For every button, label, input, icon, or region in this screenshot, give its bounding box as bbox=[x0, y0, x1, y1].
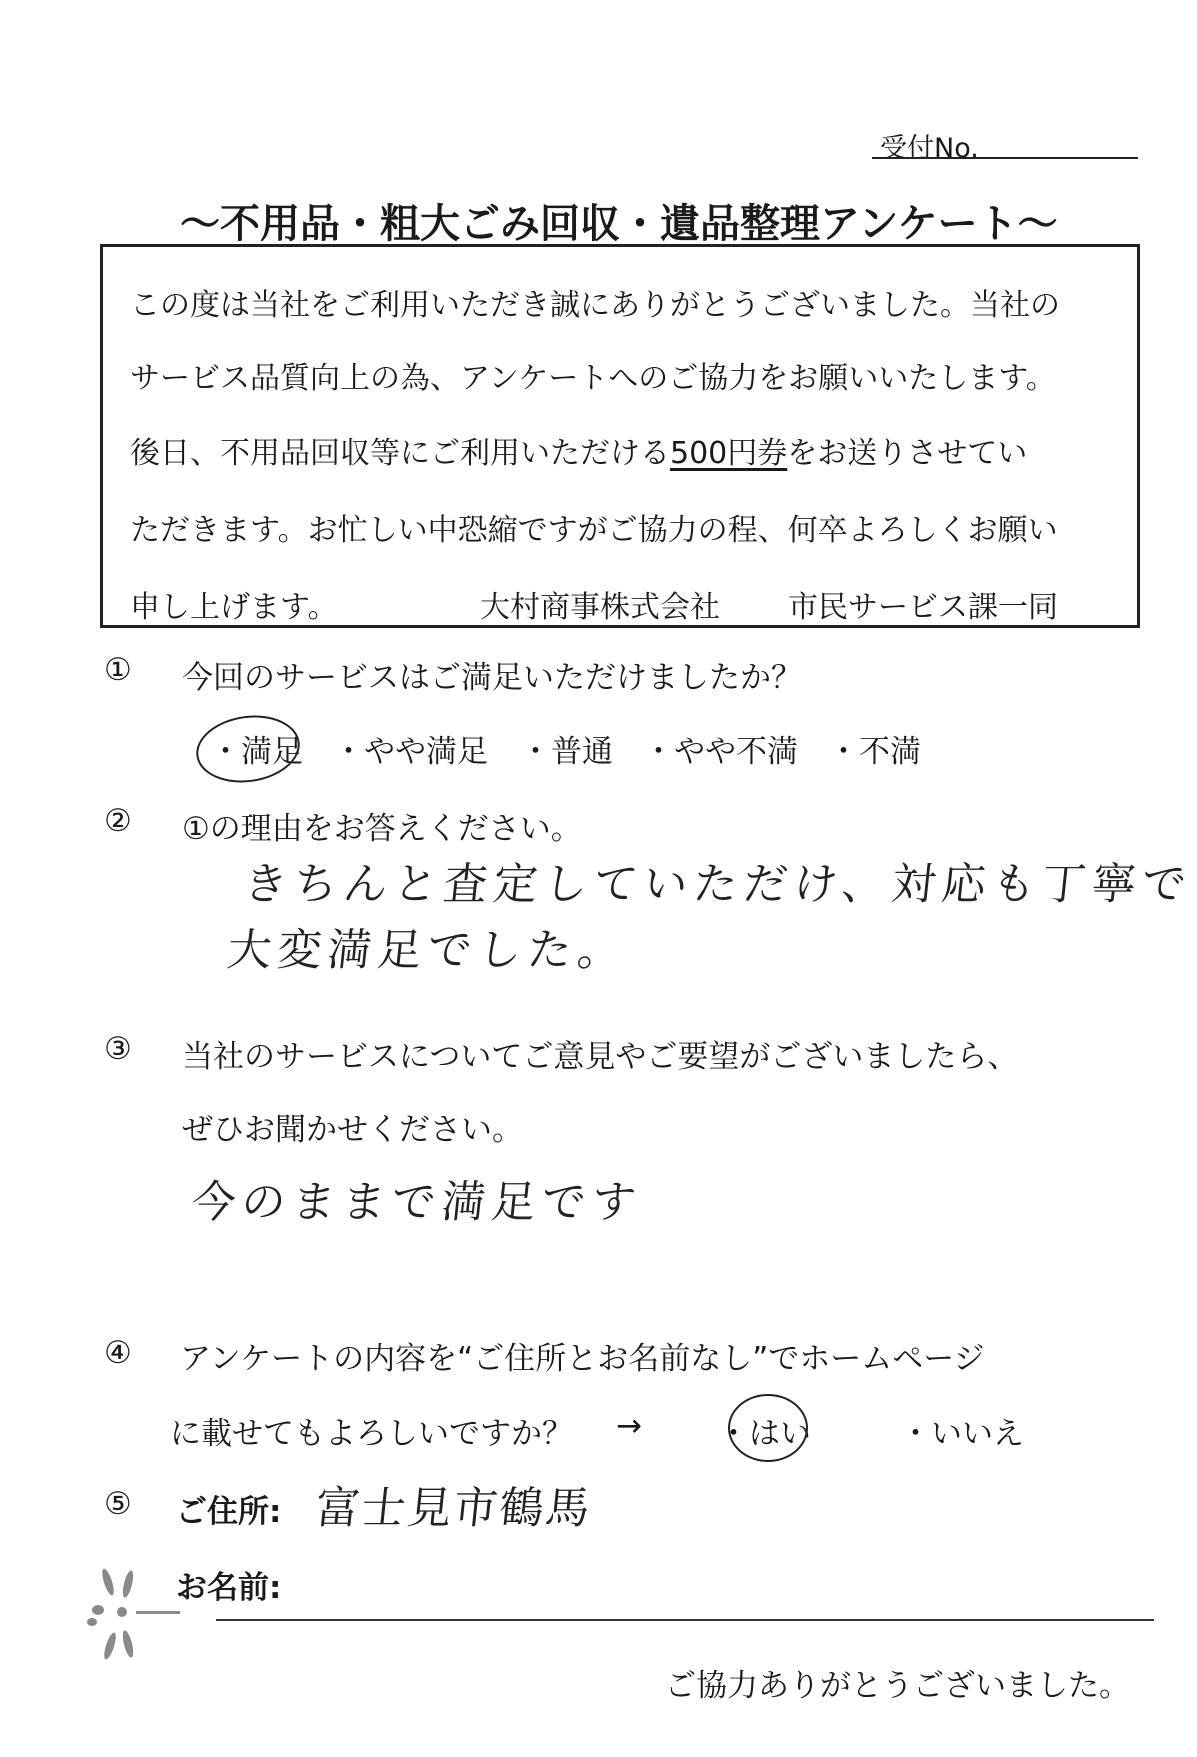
voucher-amount: 500円券 bbox=[670, 436, 788, 471]
name-label: お名前: bbox=[176, 1570, 282, 1606]
q4-arrow: → bbox=[616, 1408, 642, 1444]
q3-text-line-2: ぜひお聞かせください。 bbox=[182, 1112, 523, 1148]
q2-number: ② bbox=[104, 803, 132, 839]
q3-number: ③ bbox=[104, 1031, 132, 1067]
q1-option-neutral[interactable]: ・普通 bbox=[520, 734, 613, 770]
receipt-number-line bbox=[872, 157, 1138, 159]
q1-selected-circle bbox=[192, 709, 304, 789]
intro-line-3-post: をお送りさせてい bbox=[787, 436, 1028, 471]
intro-line-3 bbox=[130, 428, 1027, 472]
q3-text-line-1: 当社のサービスについてご意見やご要望がございましたら、 bbox=[182, 1039, 1019, 1075]
thank-you-message: ご協力ありがとうございました。 bbox=[665, 1668, 1130, 1704]
flower-decoration-icon bbox=[86, 1560, 186, 1680]
intro-line-3-pre: 後日、不用品回収等にご利用いただける bbox=[130, 436, 670, 471]
department-name: 市民サービス課一同 bbox=[788, 590, 1058, 625]
address-label: ご住所: bbox=[176, 1494, 282, 1530]
intro-line-5: 申し上げます。 bbox=[130, 590, 338, 625]
q4-text-line-2: に載せてもよろしいですか？ bbox=[170, 1416, 573, 1452]
q1-option-somewhat-satisfied[interactable]: ・やや満足 bbox=[333, 734, 488, 770]
q4-option-yes[interactable]: ・はい bbox=[718, 1416, 811, 1452]
q2-handwritten-answer-line-2: 大変満足でした。 bbox=[224, 925, 631, 976]
q3-handwritten-answer: 今のままで満足です bbox=[188, 1177, 645, 1228]
intro-line-4: ただきます。お忙しい中恐縮ですがご協力の程、何卒よろしくお願い bbox=[130, 513, 1058, 548]
q4-selected-circle bbox=[728, 1394, 808, 1462]
address-handwritten-value: 富士見市鶴馬 bbox=[312, 1483, 595, 1534]
q1-number: ① bbox=[104, 652, 132, 688]
q1-text: 今回のサービスはご満足いただけましたか？ bbox=[182, 660, 802, 696]
q2-handwritten-answer-line-1: きちんと査定していただけ、対応も丁寧で bbox=[240, 859, 1195, 910]
intro-line-1: この度は当社をご利用いただき誠にありがとうございました。当社の bbox=[130, 288, 1060, 323]
q1-option-dissatisfied[interactable]: ・不満 bbox=[828, 734, 921, 770]
q1-option-somewhat-dissatisfied[interactable]: ・やや不満 bbox=[643, 734, 798, 770]
name-underline bbox=[216, 1619, 1154, 1621]
intro-line-2: サービス品質向上の為、アンケートへのご協力をお願いいたします。 bbox=[130, 361, 1056, 396]
receipt-number-label: 受付No. bbox=[880, 133, 979, 164]
q2-text: ①の理由をお答えください。 bbox=[182, 811, 582, 847]
q4-number: ④ bbox=[104, 1335, 132, 1371]
q4-option-no[interactable]: ・いいえ bbox=[900, 1416, 1024, 1452]
survey-title: ～不用品・粗大ごみ回収・遺品整理アンケート～ bbox=[180, 201, 1058, 247]
company-name: 大村商事株式会社 bbox=[480, 590, 720, 625]
q5-number: ⑤ bbox=[104, 1486, 132, 1522]
q1-option-satisfied[interactable]: ・満足 bbox=[210, 734, 303, 770]
q4-text-line-1: アンケートの内容を“ご住所とお名前なし”でホームページ bbox=[180, 1341, 985, 1377]
